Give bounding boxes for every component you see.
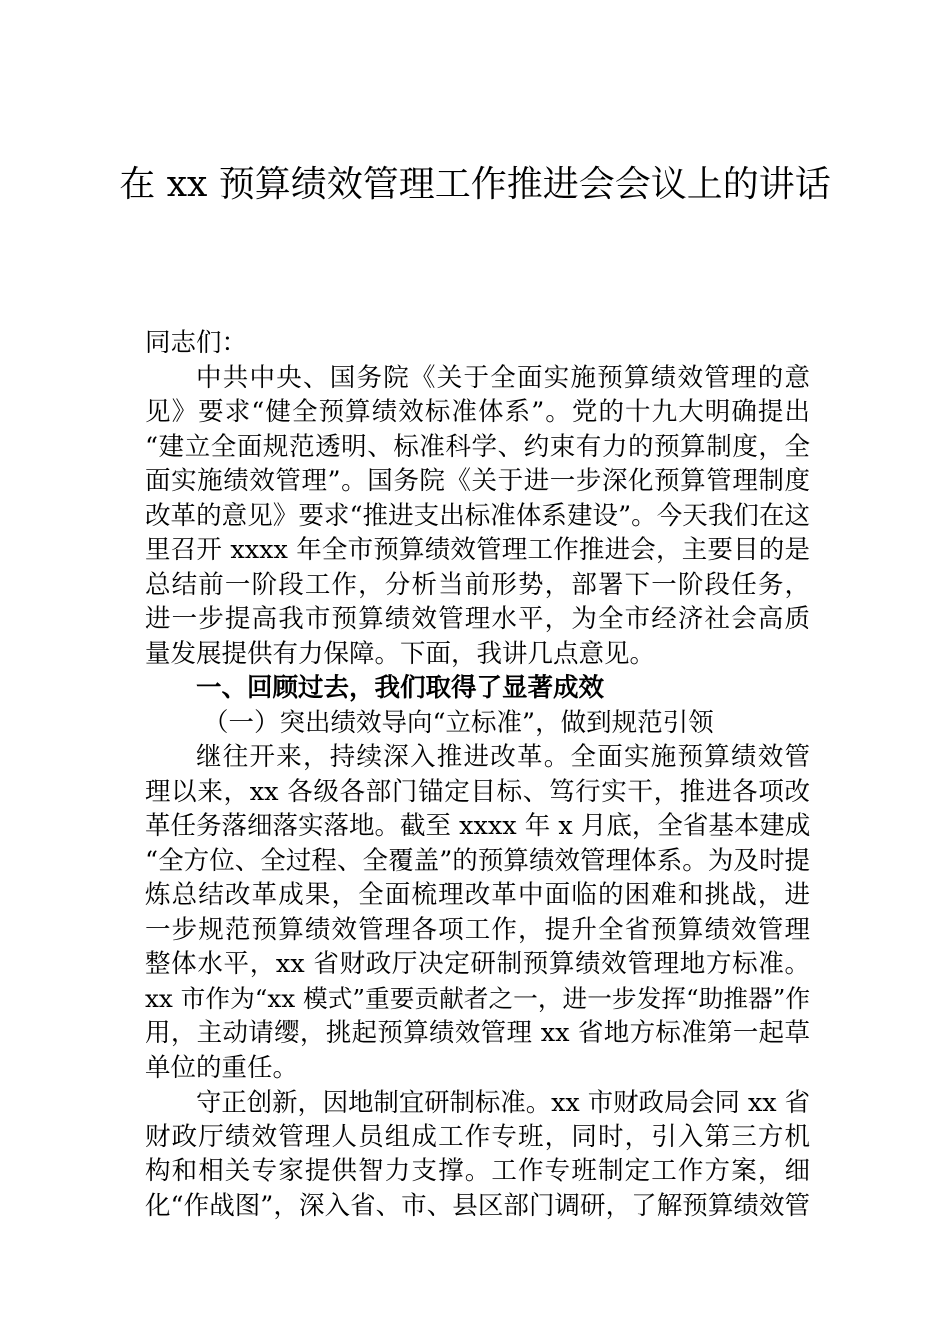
document-body [145,326,810,1223]
paragraph-line: 面实施绩效管理”。国务院《关于进一步深化预算管理制度 [145,466,810,496]
paragraph-line: 总结前一阶段工作，分析当前形势，部署下一阶段任务， [145,569,810,600]
salutation: 同志们： [145,328,248,358]
paragraph-line: 中共中央、国务院《关于全面实施预算绩效管理的意 [196,362,810,393]
paragraph-line: xx 市作为“xx 模式”重要贡献者之一，进一步发挥“助推器”作 [145,983,810,1013]
paragraph-line: 理以来，xx 各级各部门锚定目标、笃行实干，推进各项改 [145,776,810,807]
paragraph-line: 里召开 xxxx 年全市预算绩效管理工作推进会，主要目的是 [145,535,810,565]
paragraph-line: 财政厅绩效管理人员组成工作专班，同时，引入第三方机 [145,1121,810,1152]
paragraph-line: 一步规范预算绩效管理各项工作，提升全省预算绩效管理 [145,914,810,945]
intro-paragraph [145,361,810,672]
paragraph-line: 整体水平，xx 省财政厅决定研制预算绩效管理地方标准。 [145,949,810,979]
paragraph-line: “全方位、全过程、全覆盖”的预算绩效管理体系。为及时提 [145,845,810,876]
paragraph-2 [145,1085,810,1223]
section-heading: 一、回顾过去，我们取得了显著成效 [196,673,605,703]
paragraph-line: 化“作战图”，深入省、市、县区部门调研，了解预算绩效管 [145,1190,810,1221]
paragraph-line: 构和相关专家提供智力支撑。工作专班制定工作方案，细 [145,1156,810,1186]
paragraph-line: 守正创新，因地制宜研制标准。xx 市财政局会同 xx 省 [196,1087,810,1117]
paragraph-line: 改革的意见》要求“推进支出标准体系建设”。今天我们在这 [145,500,810,531]
paragraph-line: 见》要求“健全预算绩效标准体系”。党的十九大明确提出 [145,397,810,427]
paragraph-1 [145,740,810,1085]
document-title: 在 xx 预算绩效管理工作推进会会议上的讲话 [119,164,831,205]
paragraph-line: 用，主动请缨，挑起预算绩效管理 xx 省地方标准第一起草 [145,1018,810,1048]
paragraph-line: 进一步提高我市预算绩效管理水平，为全市经济社会高质 [145,604,810,634]
paragraph-line: “建立全面规范透明、标准科学、约束有力的预算制度，全 [145,431,810,462]
paragraph-line: 炼总结改革成果，全面梳理改革中面临的困难和挑战，进 [145,880,810,910]
subsection-heading: （一）突出绩效导向“立标准”，做到规范引领 [203,707,714,738]
paragraph-line: 革任务落细落实落地。截至 xxxx 年 x 月底，全省基本建成 [145,811,811,841]
paragraph-line: 单位的重任。 [145,1052,299,1083]
paragraph-line: 量发展提供有力保障。下面，我讲几点意见。 [145,638,656,669]
paragraph-line: 继往开来，持续深入推进改革。全面实施预算绩效管 [196,742,810,772]
